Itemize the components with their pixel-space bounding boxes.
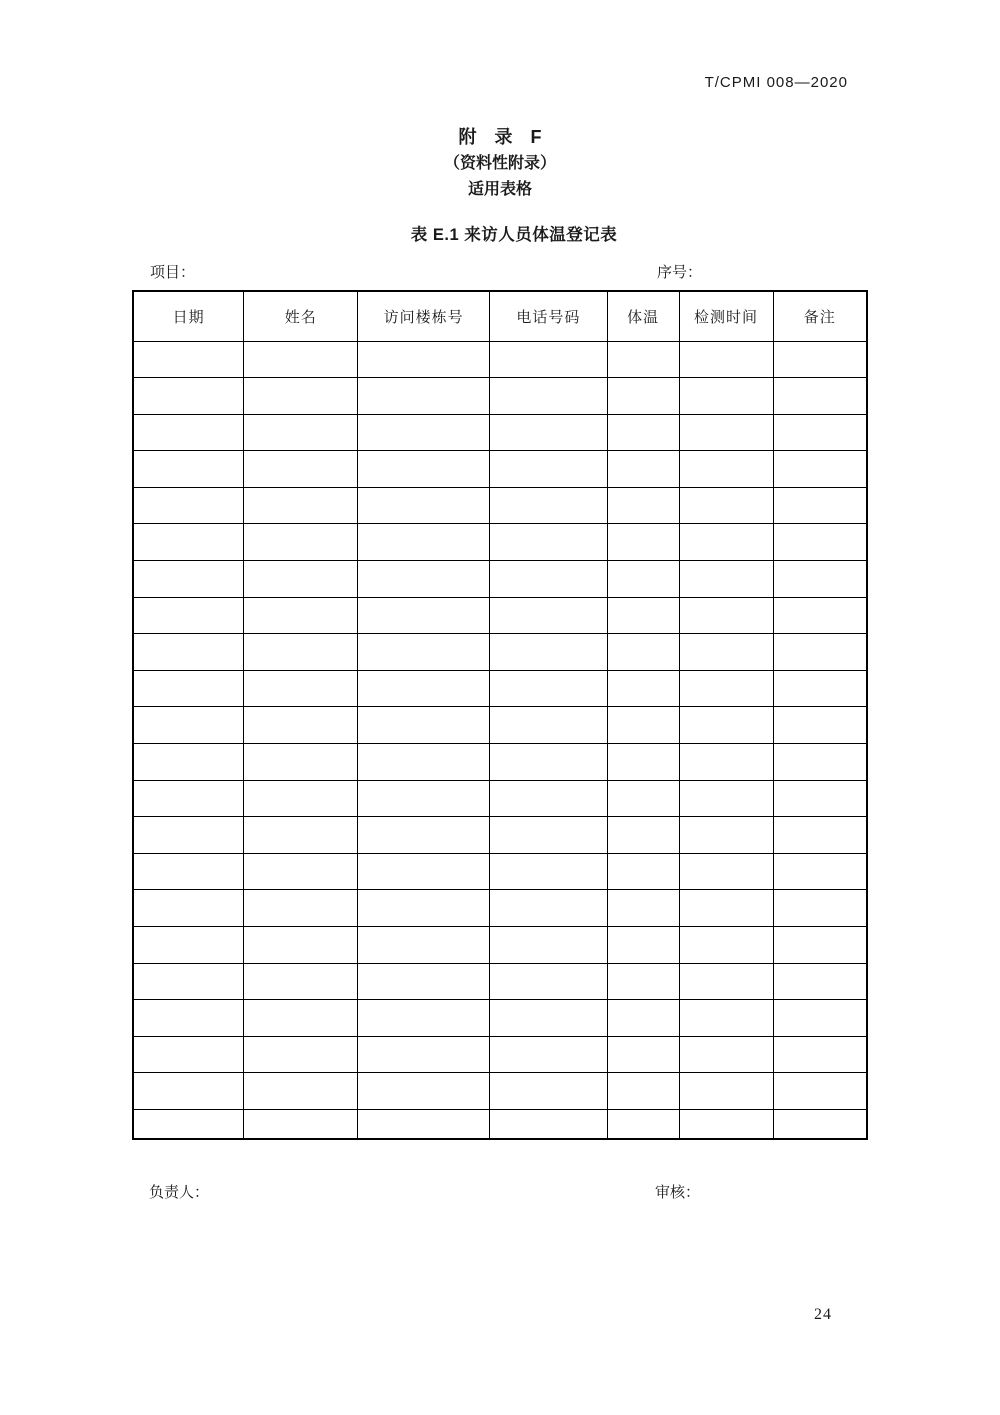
table-cell bbox=[358, 378, 490, 415]
table-cell bbox=[358, 1000, 490, 1037]
table-cell bbox=[679, 963, 773, 1000]
table-cell bbox=[133, 341, 244, 378]
review-label: 审核： bbox=[655, 1185, 701, 1201]
table-row bbox=[133, 1109, 867, 1139]
table-cell bbox=[244, 451, 358, 488]
table-cell bbox=[679, 927, 773, 964]
table-cell bbox=[490, 1073, 607, 1110]
table-cell bbox=[773, 1000, 867, 1037]
table-cell bbox=[490, 597, 607, 634]
column-header-7: 备注 bbox=[773, 291, 867, 341]
table-cell bbox=[358, 487, 490, 524]
column-header-5: 体温 bbox=[607, 291, 679, 341]
appendix-title: 附 录 F bbox=[458, 127, 542, 147]
table-cell bbox=[358, 1036, 490, 1073]
table-cell bbox=[358, 707, 490, 744]
table-cell bbox=[358, 853, 490, 890]
column-header-3: 访问楼栋号 bbox=[358, 291, 490, 341]
table-cell bbox=[490, 927, 607, 964]
table-row bbox=[133, 597, 867, 634]
table-cell bbox=[679, 670, 773, 707]
table-cell bbox=[244, 414, 358, 451]
table-header-row bbox=[133, 291, 867, 341]
table-cell bbox=[490, 670, 607, 707]
table-cell bbox=[133, 963, 244, 1000]
table-cell bbox=[133, 744, 244, 781]
table-cell bbox=[133, 487, 244, 524]
table-cell bbox=[773, 414, 867, 451]
table-cell bbox=[607, 927, 679, 964]
table-cell bbox=[607, 561, 679, 598]
table-cell bbox=[244, 487, 358, 524]
table-row bbox=[133, 451, 867, 488]
table-cell bbox=[244, 524, 358, 561]
table-cell bbox=[679, 744, 773, 781]
table-row bbox=[133, 524, 867, 561]
table-cell bbox=[773, 853, 867, 890]
table-cell bbox=[607, 890, 679, 927]
table-cell bbox=[607, 817, 679, 854]
table-cell bbox=[679, 487, 773, 524]
table-cell bbox=[244, 1036, 358, 1073]
table-cell bbox=[133, 524, 244, 561]
table-cell bbox=[244, 963, 358, 1000]
table-cell bbox=[244, 670, 358, 707]
table-cell bbox=[358, 1073, 490, 1110]
table-cell bbox=[133, 780, 244, 817]
table-header bbox=[133, 291, 867, 341]
table-cell bbox=[773, 1109, 867, 1139]
column-header-2: 姓名 bbox=[244, 291, 358, 341]
table-cell bbox=[607, 451, 679, 488]
table-cell bbox=[607, 1036, 679, 1073]
table-cell bbox=[490, 744, 607, 781]
table-cell bbox=[358, 414, 490, 451]
table-cell bbox=[133, 634, 244, 671]
table-cell bbox=[244, 1109, 358, 1139]
appendix-subtitle: 适用表格 bbox=[467, 181, 532, 198]
table-row bbox=[133, 1000, 867, 1037]
table-cell bbox=[773, 890, 867, 927]
table-cell bbox=[133, 597, 244, 634]
table-cell bbox=[679, 780, 773, 817]
table-cell bbox=[358, 597, 490, 634]
table-cell bbox=[607, 707, 679, 744]
table-cell bbox=[133, 817, 244, 854]
table-cell bbox=[133, 853, 244, 890]
table-row bbox=[133, 670, 867, 707]
table-cell bbox=[490, 524, 607, 561]
table-row bbox=[133, 817, 867, 854]
table-cell bbox=[679, 634, 773, 671]
table-cell bbox=[679, 817, 773, 854]
table-cell bbox=[490, 414, 607, 451]
table-cell bbox=[490, 451, 607, 488]
table-title: 表 E.1 来访人员体温登记表 bbox=[410, 226, 618, 244]
table-row bbox=[133, 853, 867, 890]
table-cell bbox=[773, 524, 867, 561]
appendix-note: （资料性附录） bbox=[443, 155, 556, 172]
doc-code: T/CPMI 008—2020 bbox=[704, 74, 848, 91]
table-cell bbox=[679, 1036, 773, 1073]
table-cell bbox=[607, 1109, 679, 1139]
table-cell bbox=[490, 780, 607, 817]
table-row bbox=[133, 744, 867, 781]
table-cell bbox=[358, 780, 490, 817]
table-cell bbox=[607, 414, 679, 451]
table-cell bbox=[679, 341, 773, 378]
table-cell bbox=[607, 670, 679, 707]
table-cell bbox=[490, 1036, 607, 1073]
table-cell bbox=[244, 890, 358, 927]
table-cell bbox=[244, 853, 358, 890]
table-row bbox=[133, 1073, 867, 1110]
table-cell bbox=[679, 1000, 773, 1037]
table-cell bbox=[490, 378, 607, 415]
table-cell bbox=[358, 451, 490, 488]
table-cell bbox=[607, 1000, 679, 1037]
table-cell bbox=[773, 927, 867, 964]
table-cell bbox=[133, 451, 244, 488]
form-labels-top bbox=[132, 261, 868, 287]
table-cell bbox=[358, 817, 490, 854]
column-header-1: 日期 bbox=[133, 291, 244, 341]
table-cell bbox=[133, 378, 244, 415]
responsible-person-label: 负责人： bbox=[149, 1185, 210, 1201]
table-row bbox=[133, 341, 867, 378]
table-row bbox=[133, 1036, 867, 1073]
table-cell bbox=[358, 1109, 490, 1139]
table-row bbox=[133, 707, 867, 744]
table-cell bbox=[679, 524, 773, 561]
table-cell bbox=[607, 597, 679, 634]
table-cell bbox=[607, 963, 679, 1000]
table-row bbox=[133, 963, 867, 1000]
table-cell bbox=[679, 451, 773, 488]
table-cell bbox=[244, 634, 358, 671]
table-cell bbox=[679, 378, 773, 415]
table-cell bbox=[133, 561, 244, 598]
table-cell bbox=[490, 487, 607, 524]
table-row bbox=[133, 780, 867, 817]
table-cell bbox=[679, 597, 773, 634]
table-cell bbox=[490, 341, 607, 378]
table-cell bbox=[773, 634, 867, 671]
table-cell bbox=[490, 853, 607, 890]
page-number: 24 bbox=[814, 1306, 832, 1323]
table-cell bbox=[244, 927, 358, 964]
serial-number-label: 序号： bbox=[657, 265, 703, 281]
form-labels-bottom bbox=[132, 1181, 868, 1207]
table-cell bbox=[679, 1073, 773, 1110]
table-cell bbox=[607, 744, 679, 781]
table-row bbox=[133, 634, 867, 671]
table-cell bbox=[773, 817, 867, 854]
table-cell bbox=[607, 341, 679, 378]
table-cell bbox=[490, 890, 607, 927]
table-cell bbox=[773, 341, 867, 378]
table-cell bbox=[773, 378, 867, 415]
table-cell bbox=[244, 378, 358, 415]
column-header-4: 电话号码 bbox=[490, 291, 607, 341]
table-cell bbox=[133, 927, 244, 964]
table-cell bbox=[607, 524, 679, 561]
table-cell bbox=[244, 561, 358, 598]
column-header-6: 检测时间 bbox=[679, 291, 773, 341]
project-label: 项目： bbox=[150, 265, 196, 281]
table-cell bbox=[244, 1073, 358, 1110]
table-cell bbox=[244, 1000, 358, 1037]
table-row bbox=[133, 890, 867, 927]
table-cell bbox=[607, 634, 679, 671]
table-cell bbox=[244, 597, 358, 634]
table-cell bbox=[773, 487, 867, 524]
table-cell bbox=[773, 597, 867, 634]
table-cell bbox=[679, 707, 773, 744]
table-cell bbox=[679, 890, 773, 927]
table-cell bbox=[244, 707, 358, 744]
table-cell bbox=[490, 707, 607, 744]
table-cell bbox=[358, 524, 490, 561]
table-cell bbox=[358, 670, 490, 707]
table-body bbox=[133, 341, 867, 1139]
table-cell bbox=[679, 1109, 773, 1139]
table-cell bbox=[607, 487, 679, 524]
table-cell bbox=[679, 561, 773, 598]
visitor-temperature-registration-table bbox=[132, 290, 868, 1140]
table-row bbox=[133, 487, 867, 524]
table-cell bbox=[490, 634, 607, 671]
table-cell bbox=[133, 1000, 244, 1037]
table-cell bbox=[773, 780, 867, 817]
table-cell bbox=[358, 963, 490, 1000]
table-cell bbox=[244, 817, 358, 854]
table-cell bbox=[490, 1109, 607, 1139]
table-row bbox=[133, 414, 867, 451]
table-cell bbox=[607, 1073, 679, 1110]
table-row bbox=[133, 378, 867, 415]
table-cell bbox=[244, 341, 358, 378]
table-cell bbox=[773, 1036, 867, 1073]
table-cell bbox=[490, 963, 607, 1000]
table-cell bbox=[607, 853, 679, 890]
table-cell bbox=[133, 1109, 244, 1139]
table-row bbox=[133, 927, 867, 964]
table-cell bbox=[773, 707, 867, 744]
table-cell bbox=[490, 561, 607, 598]
table-cell bbox=[773, 744, 867, 781]
table-cell bbox=[773, 1073, 867, 1110]
table-cell bbox=[133, 707, 244, 744]
table-cell bbox=[490, 1000, 607, 1037]
table-cell bbox=[133, 414, 244, 451]
table-cell bbox=[607, 378, 679, 415]
table-cell bbox=[679, 414, 773, 451]
table-cell bbox=[133, 1036, 244, 1073]
table-cell bbox=[773, 561, 867, 598]
table-cell bbox=[133, 890, 244, 927]
table-cell bbox=[679, 853, 773, 890]
table-cell bbox=[358, 341, 490, 378]
table-cell bbox=[244, 744, 358, 781]
table-cell bbox=[358, 890, 490, 927]
table-cell bbox=[490, 817, 607, 854]
table-row bbox=[133, 561, 867, 598]
table-cell bbox=[358, 927, 490, 964]
table-cell bbox=[358, 634, 490, 671]
table-cell bbox=[133, 1073, 244, 1110]
table-cell bbox=[358, 561, 490, 598]
table-cell bbox=[244, 780, 358, 817]
table-cell bbox=[358, 744, 490, 781]
table-cell bbox=[773, 670, 867, 707]
table-cell bbox=[133, 670, 244, 707]
table-cell bbox=[607, 780, 679, 817]
table-cell bbox=[773, 963, 867, 1000]
table-cell bbox=[773, 451, 867, 488]
